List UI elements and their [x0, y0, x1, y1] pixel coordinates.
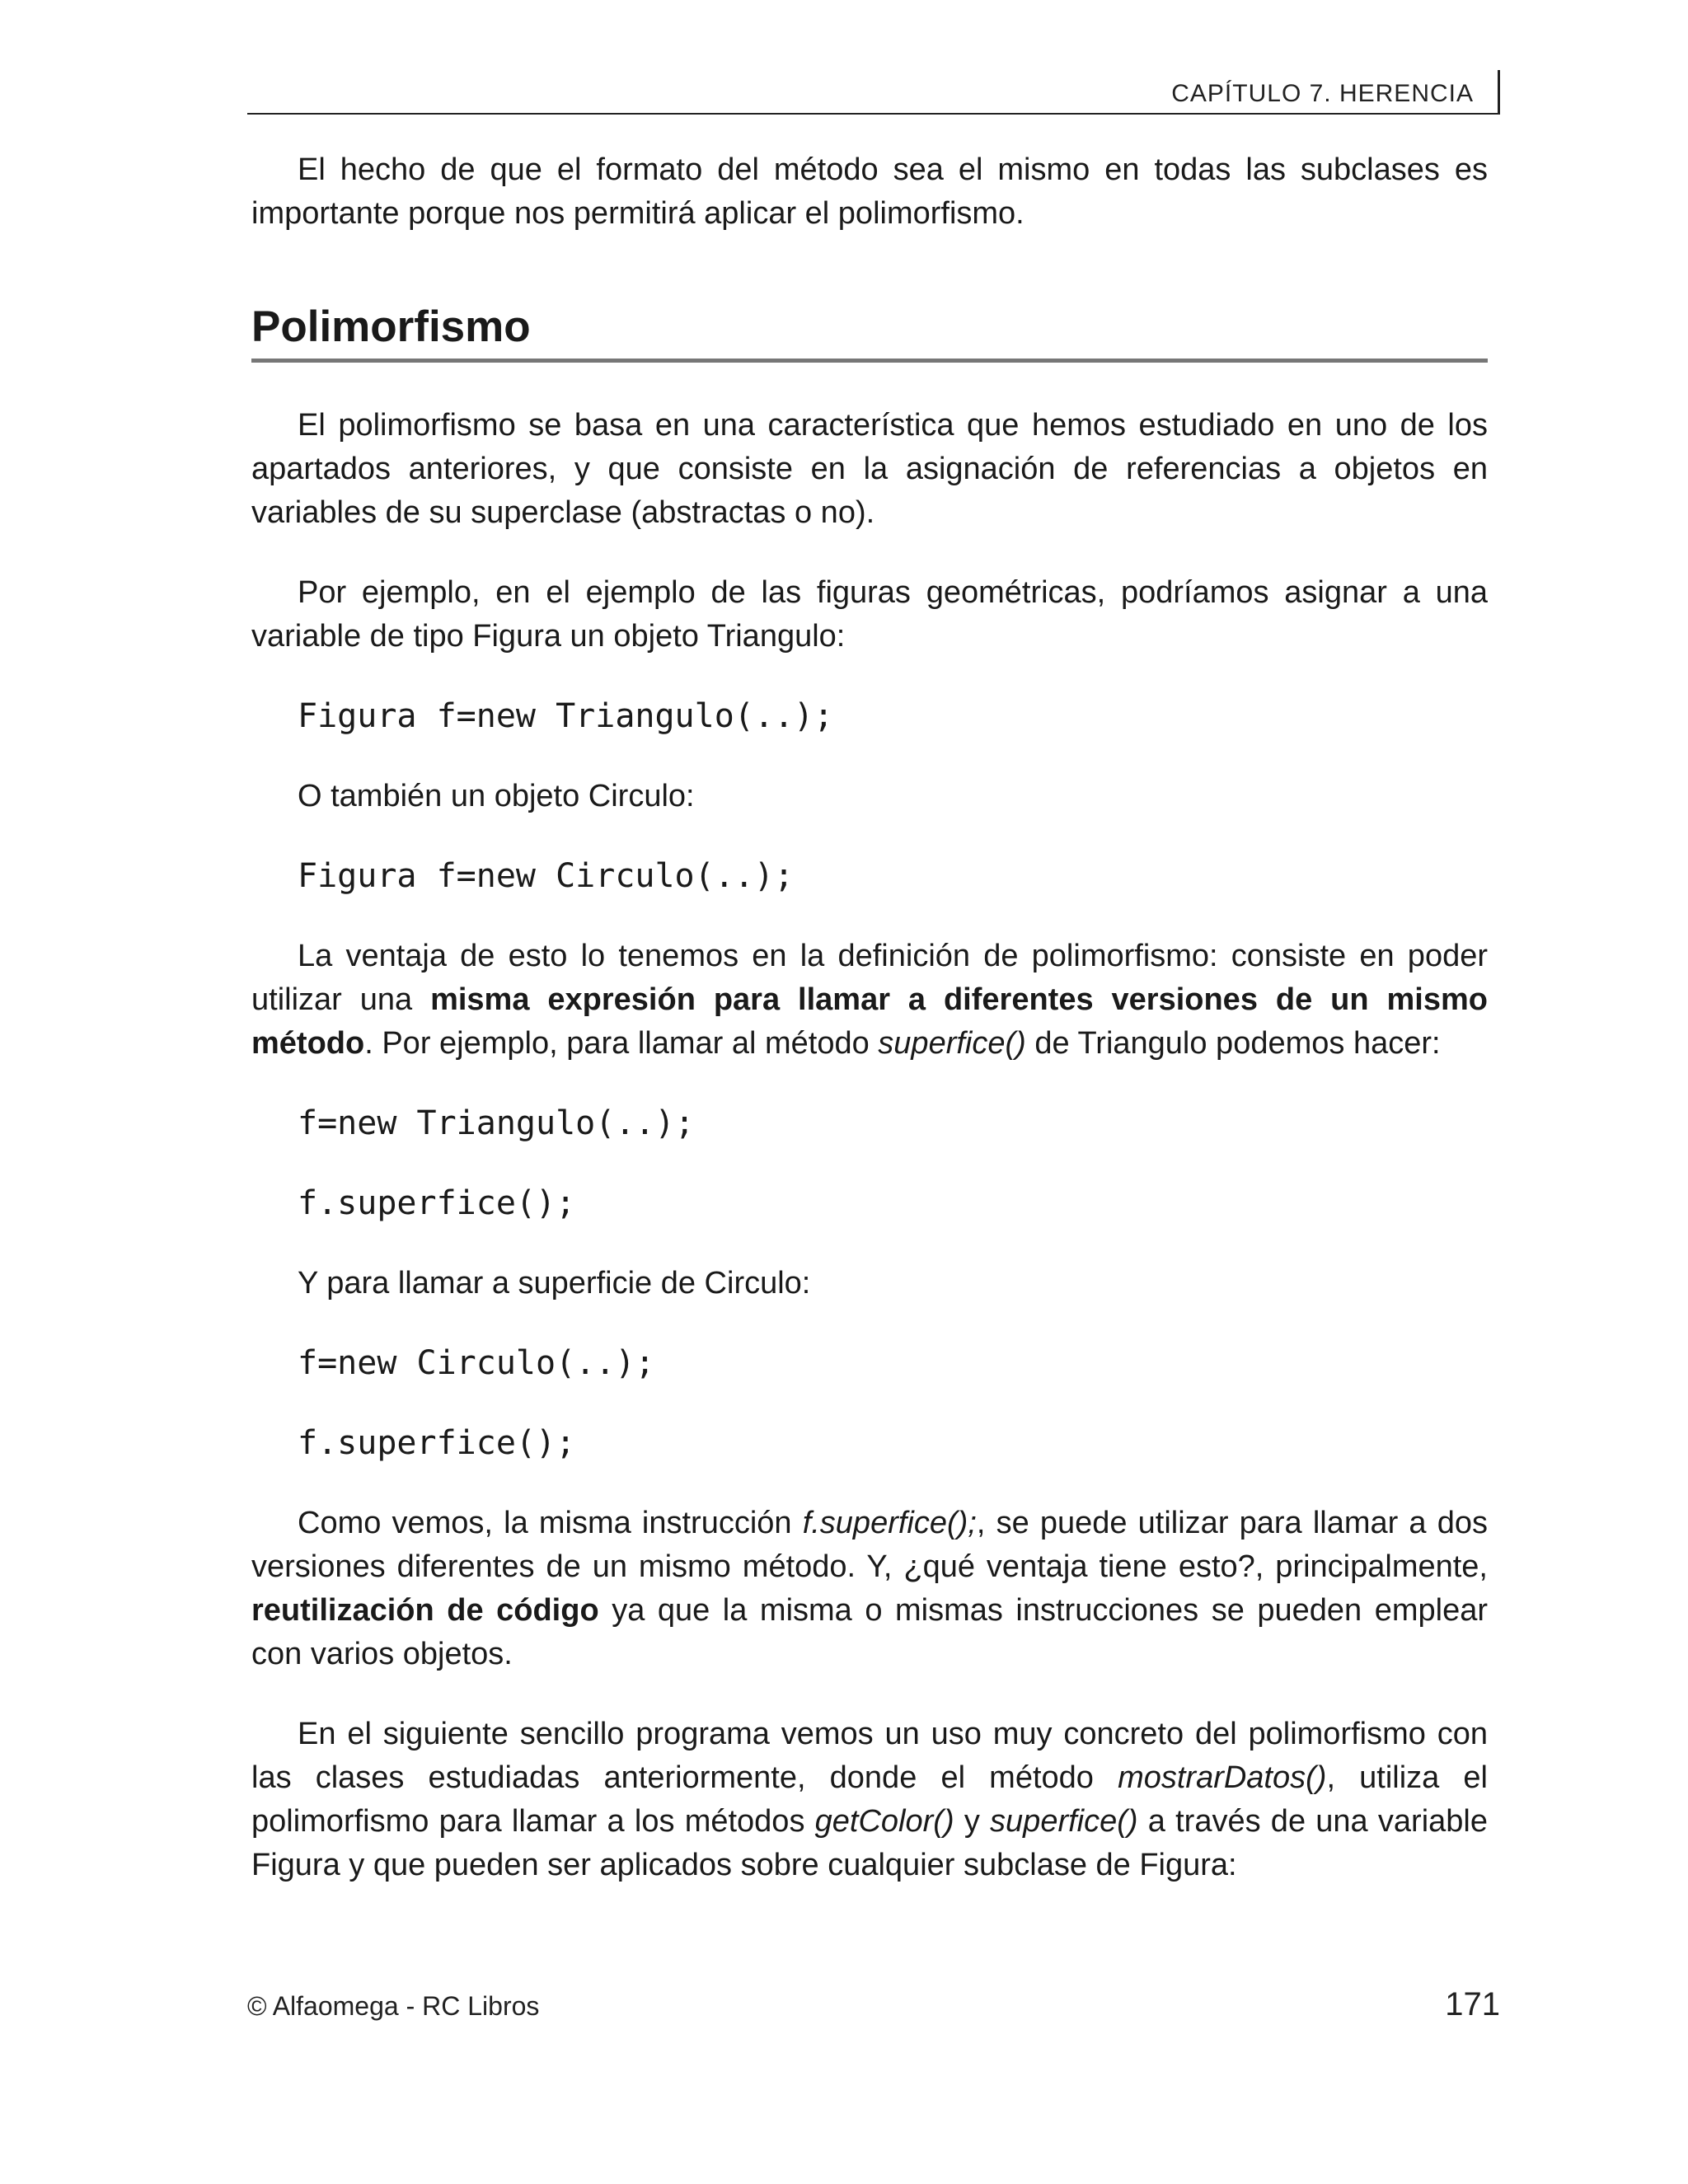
code-line: Figura f=new Triangulo(..);	[298, 697, 834, 735]
text-run: , se puede utilizar para llamar a dos versiones diferentes de un mismo método. Y, ¿qué ventaja tiene esto?, principalmente,	[251, 1506, 1488, 1584]
text-run: La ventaja de esto lo tenemos en la definición de polimorfismo: consiste en poder utilizar una	[251, 939, 1488, 1017]
section-heading: Polimorfismo	[251, 302, 1488, 363]
intro-paragraph: El hecho de que el formato del método sea el mismo en todas las subclases es importante porque nos permitirá aplicar el polimorfismo.	[251, 152, 1488, 231]
paragraph-1: El polimorfismo se basa en una característica que hemos estudiado en uno de los apartados anteriores, y que consiste en la asignación de referencias a objetos en variables de su superclase (abstractas o no).	[251, 408, 1488, 530]
bold-text: misma expresión para llamar a diferentes versiones de un mismo método	[251, 982, 1488, 1061]
chapter-title: CAPÍTULO 7. HERENCIA	[1171, 80, 1474, 107]
italic-text: superfice()	[990, 1804, 1138, 1839]
text-run: ya que la misma o mismas instrucciones se pueden emplear con varios objetos.	[251, 1593, 1488, 1671]
italic-text: mostrarDatos()	[1118, 1760, 1327, 1795]
page-content	[251, 148, 1488, 1924]
text-run: y	[954, 1804, 991, 1839]
paragraph-3	[251, 935, 1488, 1066]
page-number: 171	[1445, 1986, 1500, 2022]
text-run: Como vemos, la misma instrucción	[298, 1506, 803, 1540]
code-line: f=new Circulo(..);	[298, 1344, 655, 1382]
code-line: f.superfice();	[298, 1424, 576, 1462]
paragraph-5	[251, 1713, 1488, 1887]
copyright-notice: © Alfaomega - RC Libros	[247, 1991, 540, 2021]
paragraph-4	[251, 1502, 1488, 1676]
code-line: Figura f=new Circulo(..);	[298, 857, 795, 895]
running-header	[247, 66, 1500, 115]
italic-text: f.superfice();	[802, 1506, 977, 1540]
header-corner-rule	[1498, 70, 1500, 115]
code-line: f.superfice();	[298, 1184, 576, 1222]
text-run: En el siguiente sencillo programa vemos un uso muy concreto del polimorfismo con las clases estudiadas anteriormente, donde el método	[251, 1717, 1488, 1795]
text-line: O también un objeto Circulo:	[298, 779, 695, 813]
text-line: Y para llamar a superficie de Circulo:	[298, 1266, 811, 1301]
italic-text: getColor()	[814, 1804, 954, 1839]
code-line: f=new Triangulo(..);	[298, 1104, 695, 1142]
bold-text: reutilización de código	[251, 1593, 599, 1628]
text-run: . Por ejemplo, para llamar al método	[364, 1026, 879, 1061]
page-footer	[247, 1986, 1500, 2027]
paragraph-2: Por ejemplo, en el ejemplo de las figuras geométricas, podríamos asignar a una variable de tipo Figura un objeto Triangulo:	[251, 575, 1488, 654]
text-run: de Triangulo podemos hacer:	[1025, 1026, 1441, 1061]
text-run: , utiliza el polimorfismo para llamar a los métodos	[251, 1760, 1488, 1839]
italic-text: superfice()	[878, 1026, 1026, 1061]
text-run: a través de una variable Figura y que pueden ser aplicados sobre cualquier subclase de Figura:	[251, 1804, 1488, 1882]
